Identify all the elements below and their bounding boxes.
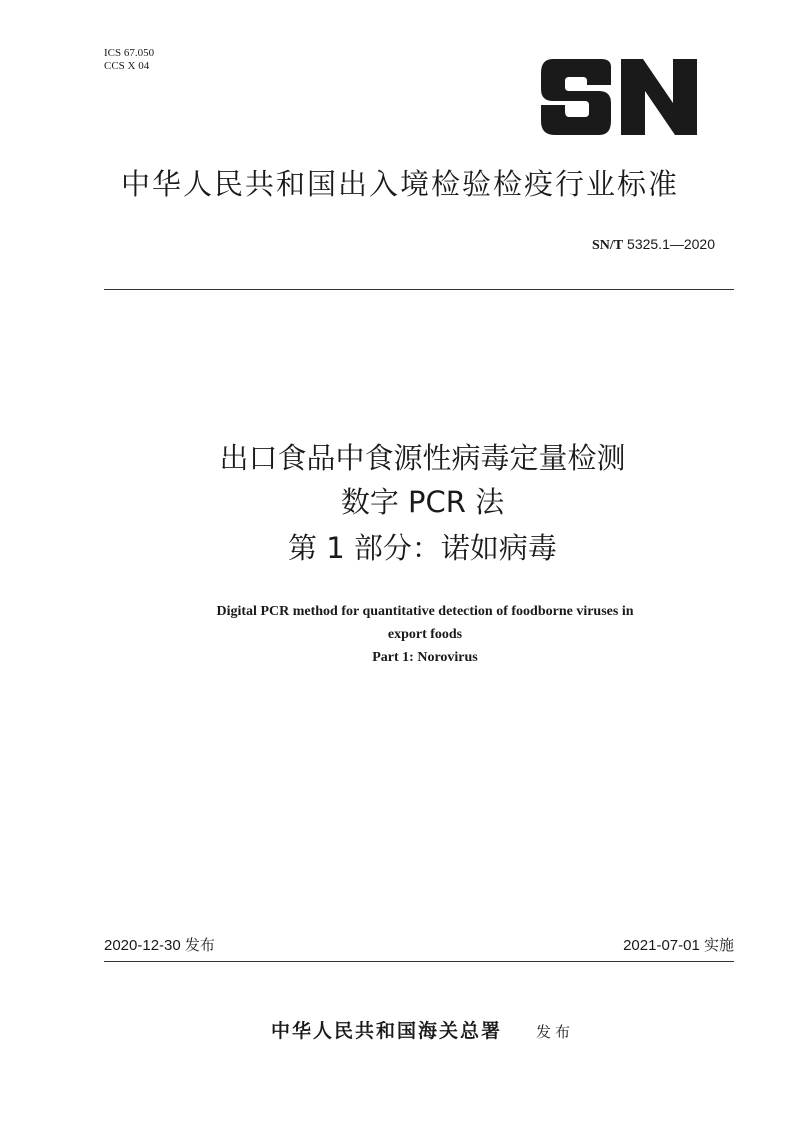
title-en-line2: export foods	[387, 627, 463, 642]
standard-number	[592, 236, 715, 254]
issue-date: 2020-12-30 发布	[104, 937, 215, 954]
ccs-code: CCS X 04	[104, 60, 150, 72]
classification-codes	[104, 47, 154, 73]
header-divider	[104, 289, 734, 290]
title-en-line3: Part 1: Norovirus	[372, 650, 478, 665]
title-zh-line2: 数字 PCR 法	[340, 485, 505, 519]
title-en-line1: Digital PCR method for quantitative detection of foodborne viruses in	[216, 604, 634, 619]
organization-title: 中华人民共和国出入境检验检疫行业标准	[120, 167, 679, 201]
title-zh-line1: 出口食品中食源性病毒定量检测	[219, 441, 626, 475]
ics-code: ICS 67.050	[104, 47, 155, 59]
issue-word: 发布	[536, 1023, 575, 1041]
footer-divider	[104, 961, 734, 962]
standard-prefix: SN/T	[592, 238, 624, 253]
standard-code: 5325.1—2020	[627, 236, 715, 252]
sn-logo	[541, 59, 697, 135]
issuer-line	[0, 1016, 800, 1043]
effective-date: 2021-07-01 实施	[623, 937, 734, 954]
title-zh-line3: 第 1 部分：诺如病毒	[288, 531, 557, 565]
issuer-name: 中华人民共和国海关总署	[270, 1020, 502, 1042]
